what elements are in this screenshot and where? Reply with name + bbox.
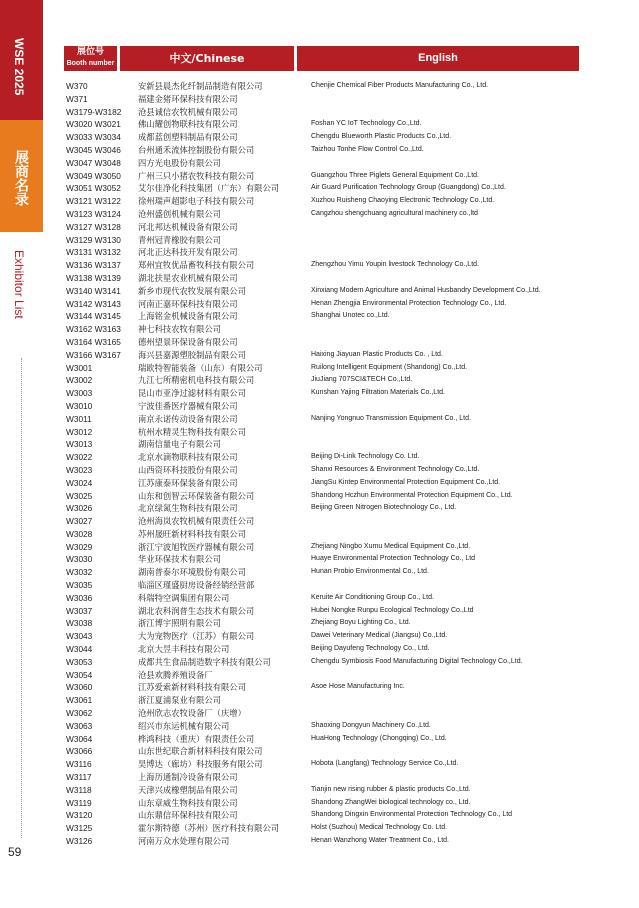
table-row	[0, 502, 639, 515]
company-name-english: Guangzhou Three Piglets General Equipment Co.,Ltd.	[311, 171, 479, 179]
company-name-english: Kunshan Yajing Filtration Materials Co.,Ltd.	[311, 389, 445, 397]
page-number: 59	[8, 845, 22, 859]
table-row	[0, 438, 639, 451]
table-row	[0, 413, 639, 426]
booth-number: W3044	[66, 644, 93, 655]
booth-number: W3142 W3143	[66, 298, 121, 309]
booth-number: W3028	[66, 528, 93, 539]
company-name-chinese: 湖北扶星农业机械有限公司	[138, 272, 238, 283]
company-name-chinese: 湖北农科润普生态技术有限公司	[138, 605, 255, 616]
company-name-english: Holst (Suzhou) Medical Technology Co. Ltd.	[311, 824, 448, 832]
table-row	[0, 592, 639, 605]
company-name-english: Zhejiang Boyu Lighting Co., Ltd.	[311, 619, 411, 627]
english-column-header: English	[297, 46, 579, 71]
booth-number: W3002	[66, 375, 93, 386]
booth-number: W3125	[66, 823, 93, 834]
booth-number: W3119	[66, 797, 92, 808]
table-row	[0, 208, 639, 221]
company-name-chinese: 昆山市亚净过滤材料有限公司	[138, 388, 246, 399]
table-row	[0, 541, 639, 554]
table-row	[0, 426, 639, 439]
booth-number: W3022	[66, 452, 93, 463]
booth-number: W3061	[66, 695, 93, 706]
booth-number: W3038	[66, 618, 93, 629]
company-name-chinese: 临淄区瑾盛厨房设备经销经营部	[138, 580, 255, 591]
table-row	[0, 234, 639, 247]
company-name-chinese: 沧县欢腾养殖设备厂	[138, 669, 213, 680]
company-name-chinese: 山东鼎信环保科技有限公司	[138, 810, 238, 821]
table-row	[0, 745, 639, 758]
company-name-chinese: 桦鸿科技（重庆）有限责任公司	[138, 733, 255, 744]
table-row	[0, 822, 639, 835]
booth-number: W3023	[66, 464, 93, 475]
booth-number: W3162 W3163	[66, 324, 121, 335]
company-name-english: Zhengzhou Yimu Youpin livestock Technology Co.,Ltd.	[311, 261, 479, 269]
company-name-english: Shandong Dingxin Environmental Protection Technology Co., Ltd	[311, 811, 513, 819]
table-row	[0, 758, 639, 771]
company-name-chinese: 艾尔佳净化科技集团（广东）有限公司	[138, 183, 280, 194]
company-name-english: Henan Zhengjia Environmental Protection Technology Co., Ltd.	[311, 299, 507, 307]
company-name-chinese: 昊博达（廊坊）科技服务有限公司	[138, 759, 263, 770]
booth-number: W3127 W3128	[66, 221, 121, 232]
table-row	[0, 490, 639, 503]
company-name-chinese: 神七科技农牧有限公司	[138, 324, 221, 335]
booth-number: W3060	[66, 682, 93, 693]
table-row	[0, 272, 639, 285]
company-name-chinese: 德州望景环保设备有限公司	[138, 336, 238, 347]
table-row	[0, 106, 639, 119]
event-name: WSE 2025	[12, 38, 26, 96]
company-name-chinese: 北京大昱丰科技有限公司	[138, 644, 230, 655]
booth-number: W3062	[66, 708, 93, 719]
company-name-chinese: 湖南信量电子有限公司	[138, 439, 221, 450]
company-name-english: Chengdu Blueworth Plastic Products Co.,Ltd.	[311, 133, 452, 141]
table-row	[0, 131, 639, 144]
company-name-chinese: 河南万众水处理有限公司	[138, 836, 230, 847]
company-name-english: Chengdu Symbiosis Food Manufacturing Digital Technology Co.,Ltd.	[311, 657, 523, 665]
company-name-english: Beijing Green Nitrogen Biotechnology Co., Ltd.	[311, 504, 457, 512]
booth-number: W3126	[66, 836, 93, 847]
table-row	[0, 605, 639, 618]
company-name-english: Henan Wanzhong Water Treatment Co., Ltd.	[311, 837, 449, 845]
company-name-chinese: 佛山耀创物联科技有限公司	[138, 119, 238, 130]
booth-number: W3063	[66, 720, 93, 731]
table-row	[0, 809, 639, 822]
company-name-chinese: 大为宠物医疗（江苏）有限公司	[138, 631, 255, 642]
table-row	[0, 771, 639, 784]
company-name-chinese: 新乡市现代农牧发展有限公司	[138, 285, 246, 296]
booth-number: W3136 W3137	[66, 260, 121, 271]
booth-number: W3179-W3182	[66, 106, 122, 117]
table-row	[0, 157, 639, 170]
company-name-english: JiuJiang 707SCI&TECH Co.,Ltd.	[311, 376, 413, 384]
booth-number: W3020 W3021	[66, 119, 121, 130]
table-row	[0, 784, 639, 797]
company-name-english: Shaoxing Dongyun Machinery Co.,Ltd.	[311, 721, 431, 729]
table-row	[0, 630, 639, 643]
company-name-chinese: 绍兴市东运机械有限公司	[138, 720, 230, 731]
booth-number: W3120	[66, 810, 93, 821]
booth-number: W3032	[66, 567, 93, 578]
booth-number: W3049 W3050	[66, 170, 121, 181]
table-row	[0, 310, 639, 323]
booth-number: W3054	[66, 669, 93, 680]
booth-number: W3047 W3048	[66, 157, 121, 168]
table-row	[0, 246, 639, 259]
company-name-english: JiangSu Kintep Environmental Protection Equipment Co.,Ltd.	[311, 478, 501, 486]
company-name-chinese: 南京永诺传动设备有限公司	[138, 413, 238, 424]
booth-number: W3012	[66, 426, 93, 437]
company-name-chinese: 北京绿氮生物科技有限公司	[138, 503, 238, 514]
table-row	[0, 182, 639, 195]
company-name-english: Xinxiang Modern Agriculture and Animal Husbandry Development Co.,Ltd.	[311, 286, 541, 294]
company-name-chinese: 江苏爱索新材料科技有限公司	[138, 682, 246, 693]
booth-number: W3003	[66, 388, 93, 399]
booth-number: W3131 W3132	[66, 247, 121, 258]
table-row	[0, 195, 639, 208]
company-name-english: Chenjie Chemical Fiber Products Manufacturing Co., Ltd.	[311, 82, 489, 89]
booth-number: W3166 W3167	[66, 349, 121, 360]
booth-number: W3116	[66, 759, 92, 770]
company-name-english: Dawei Veterinary Medical (Jiangsu) Co.,Ltd.	[311, 632, 448, 640]
table-row	[0, 681, 639, 694]
table-row	[0, 656, 639, 669]
company-name-chinese: 河北正达科技开发有限公司	[138, 247, 238, 258]
booth-number: W3144 W3145	[66, 311, 121, 322]
table-row	[0, 259, 639, 272]
table-row	[0, 170, 639, 183]
table-row	[0, 694, 639, 707]
company-name-english: Tianjin new rising rubber & plastic products Co.,Ltd.	[311, 785, 471, 793]
table-row	[0, 374, 639, 387]
booth-number: W370	[66, 81, 88, 91]
company-name-english: Zhejiang Ningbo Xumu Medical Equipment Co.,Ltd.	[311, 542, 471, 550]
booth-number: W3064	[66, 733, 93, 744]
company-name-chinese: 四方光电股份有限公司	[138, 157, 221, 168]
booth-header-chinese: 展位号	[76, 47, 104, 57]
table-row	[0, 797, 639, 810]
company-name-chinese: 广州三只小猪农牧科技有限公司	[138, 170, 255, 181]
table-row	[0, 80, 639, 93]
table-row	[0, 362, 639, 375]
company-name-english: Shanghai Unotec co.,Ltd.	[311, 312, 390, 320]
section-title-chinese: 展商名录	[13, 150, 29, 206]
company-name-chinese: 山东世纪联合新材料科技有限公司	[138, 746, 263, 757]
company-name-english: Shandong Hczhun Environmental Protection Equipment Co., Ltd.	[311, 491, 513, 499]
company-name-chinese: 杭州水精灵生物科技有限公司	[138, 426, 246, 437]
booth-number: W3036	[66, 592, 93, 603]
booth-number: W3010	[66, 400, 93, 411]
company-name-chinese: 台州通禾流体控制股份有限公司	[138, 144, 255, 155]
company-name-chinese: 上海历通制冷设备有限公司	[138, 772, 238, 783]
booth-number: W3121 W3122	[66, 196, 121, 207]
booth-column-header	[64, 46, 117, 71]
company-name-chinese: 浙江博宇照明有限公司	[138, 618, 221, 629]
table-row	[0, 323, 639, 336]
company-name-english: Taizhou Tonhe Flow Control Co.,Ltd.	[311, 145, 424, 153]
company-name-chinese: 上海铭金机械设备有限公司	[138, 311, 238, 322]
table-row	[0, 349, 639, 362]
company-name-chinese: 沧州欣志农牧设备厂（庆增）	[138, 708, 246, 719]
company-name-english: Asoe Hose Manufacturing Inc.	[311, 683, 405, 691]
table-row	[0, 643, 639, 656]
company-name-chinese: 安新县晨杰化纤制品制造有限公司	[138, 81, 263, 91]
company-name-chinese: 浙江宁波旭牧医疗器械有限公司	[138, 541, 255, 552]
company-name-english: Air Guard Purification Technology Group (Guangdong) Co.,Ltd.	[311, 184, 506, 192]
company-name-english: Keruite Air Conditioning Group Co., Ltd.	[311, 593, 434, 601]
booth-number: W3011	[66, 413, 92, 424]
company-name-chinese: 沧州盛创机械有限公司	[138, 208, 221, 219]
company-name-chinese: 霍尔斯特德（苏州）医疗科技有限公司	[138, 823, 280, 834]
booth-number: W3118	[66, 784, 92, 795]
company-name-english: Foshan YC IoT Technology Co.,Ltd.	[311, 120, 422, 128]
booth-number: W3001	[66, 362, 93, 373]
company-name-chinese: 河南正嘉环保科技有限公司	[138, 298, 238, 309]
table-row	[0, 733, 639, 746]
company-name-english: Ruilong Intelligent Equipment (Shandong) Co.,Ltd.	[311, 363, 468, 371]
company-name-chinese: 瑞欧特智能装备（山东）有限公司	[138, 362, 263, 373]
booth-number: W3117	[66, 772, 92, 783]
booth-number: W3037	[66, 605, 93, 616]
booth-number: W3164 W3165	[66, 336, 121, 347]
company-name-english: Beijing Dayufeng Technology Co., Ltd.	[311, 645, 430, 653]
table-row	[0, 144, 639, 157]
booth-number: W3123 W3124	[66, 208, 121, 219]
company-name-chinese: 科瑞特空调集团有限公司	[138, 592, 230, 603]
company-name-chinese: 江苏康泰环保装备有限公司	[138, 477, 238, 488]
company-name-chinese: 九江七所精密机电科技有限公司	[138, 375, 255, 386]
booth-number: W3030	[66, 554, 93, 565]
booth-number: W3013	[66, 439, 93, 450]
company-name-chinese: 福建金猪环保科技有限公司	[138, 93, 238, 104]
company-name-chinese: 青州冠青橡胶有限公司	[138, 234, 221, 245]
company-name-chinese: 河北邦达机械设备有限公司	[138, 221, 238, 232]
company-name-chinese: 海兴县嘉源塑胶制品有限公司	[138, 349, 246, 360]
table-row	[0, 566, 639, 579]
booth-number: W371	[66, 93, 88, 104]
company-name-chinese: 沧州海岚农牧机械有限责任公司	[138, 516, 255, 527]
company-name-english: Shanxi Resources & Environment Technology Co.,Ltd.	[311, 465, 480, 473]
company-name-english: Shandong ZhangWei biological technology co., Ltd.	[311, 798, 471, 806]
table-row	[0, 617, 639, 630]
company-name-chinese: 天津兴成橡塑制品有限公司	[138, 784, 238, 795]
company-name-english: Hobota (Langfang) Technology Service Co.,Ltd.	[311, 760, 459, 768]
booth-number: W3045 W3046	[66, 144, 121, 155]
company-name-english: Xuzhou Ruisheng Chaoying Electronic Technology Co.,Ltd.	[311, 197, 495, 205]
booth-number: W3053	[66, 656, 93, 667]
company-name-english: Haixing Jiayuan Plastic Products Co. , Ltd.	[311, 350, 443, 358]
table-row	[0, 464, 639, 477]
booth-number: W3129 W3130	[66, 234, 121, 245]
company-name-chinese: 浙江夏浦泵业有限公司	[138, 695, 221, 706]
table-row	[0, 579, 639, 592]
table-row	[0, 707, 639, 720]
booth-number: W3029	[66, 541, 93, 552]
table-row	[0, 93, 639, 106]
table-row	[0, 387, 639, 400]
booth-number: W3140 W3141	[66, 285, 121, 296]
exhibitor-table	[0, 80, 639, 848]
company-name-chinese: 山西资环科技股份有限公司	[138, 464, 238, 475]
booth-number: W3043	[66, 631, 93, 642]
section-title-english: Exhibitor List	[12, 250, 26, 319]
table-row	[0, 400, 639, 413]
company-name-chinese: 成都共生食品制造数字科技有限公司	[138, 656, 271, 667]
company-name-english: Cangzhou shengchuang agricultural machinery co.,ltd	[311, 209, 478, 217]
company-name-chinese: 郑州宜牧优品畜牧科技有限公司	[138, 260, 255, 271]
booth-number: W3138 W3139	[66, 272, 121, 283]
chinese-column-header: 中文/Chinese	[120, 46, 294, 71]
booth-header-english: Booth number	[66, 60, 115, 67]
table-row	[0, 336, 639, 349]
company-name-english: Hunan Probio Environmental Co., Ltd.	[311, 568, 429, 576]
company-name-chinese: 徐州瑞声超影电子科技有限公司	[138, 196, 255, 207]
company-name-chinese: 沧县诚信农牧机械有限公司	[138, 106, 238, 117]
table-row	[0, 515, 639, 528]
table-row	[0, 720, 639, 733]
company-name-chinese: 山东和创智云环保装备有限公司	[138, 490, 255, 501]
table-row	[0, 298, 639, 311]
company-name-chinese: 成都蓝创塑料制品有限公司	[138, 132, 238, 143]
table-row	[0, 285, 639, 298]
table-row	[0, 669, 639, 682]
table-row	[0, 451, 639, 464]
company-name-english: HuaHong Technology (Chongqing) Co., Ltd.	[311, 734, 447, 742]
company-name-chinese: 宁波佳番医疗器械有限公司	[138, 400, 238, 411]
company-name-chinese: 山东章威生物科技有限公司	[138, 797, 238, 808]
company-name-english: Huaye Environmental Protection Technology Co., Ltd	[311, 555, 476, 563]
booth-number: W3026	[66, 503, 93, 514]
booth-number: W3024	[66, 477, 93, 488]
booth-number: W3051 W3052	[66, 183, 121, 194]
company-name-english: Hubei Nongke Runpu Ecological Technology Co.,Ltd	[311, 606, 474, 614]
company-name-chinese: 苏州晟旺新材料科技有限公司	[138, 528, 246, 539]
table-row	[0, 835, 639, 848]
table-row	[0, 528, 639, 541]
booth-number: W3035	[66, 580, 93, 591]
company-name-chinese: 湖南普泰尔环境股份有限公司	[138, 567, 246, 578]
company-name-english: Beijing Di-Link Technology Co. Ltd.	[311, 453, 420, 461]
table-row	[0, 477, 639, 490]
company-name-chinese: 北京水滴物联科技有限公司	[138, 452, 238, 463]
table-row	[0, 221, 639, 234]
booth-number: W3027	[66, 516, 93, 527]
booth-number: W3025	[66, 490, 93, 501]
table-row	[0, 553, 639, 566]
company-name-english: Nanjing Yongnuo Transmission Equipment Co., Ltd.	[311, 414, 471, 422]
booth-number: W3033 W3034	[66, 132, 121, 143]
company-name-chinese: 华业环保技术有限公司	[138, 554, 221, 565]
booth-number: W3066	[66, 746, 93, 757]
table-row	[0, 118, 639, 131]
